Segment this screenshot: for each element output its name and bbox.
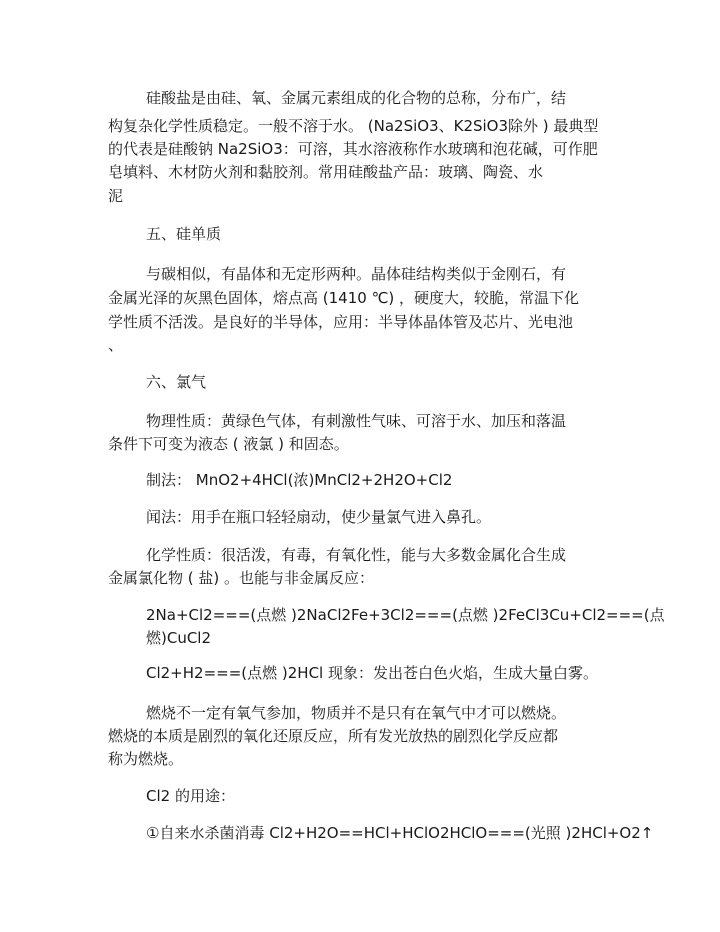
para-silicon-line-1: 与碳相似，有晶体和无定形两种。晶体硅结构类似于金刚石，有 [146, 265, 567, 283]
para-silicate-line-1: 硅酸盐是由硅、氧、金属元素组成的化合物的总称，分布广，结 [146, 89, 567, 107]
para-smelling: 闻法：用手在瓶口轻轻扇动，使少量氯气进入鼻孔。 [146, 508, 492, 526]
para-silicon-line-2: 金属光泽的灰黑色固体，熔点高 (1410 ℃) ，硬度大，较脆，常温下化 [108, 289, 580, 307]
para-physical-line-1: 物理性质：黄绿色气体，有刺激性气味、可溶于水、加压和落温 [146, 412, 567, 430]
para-silicon-line-3: 学性质不活泼。是良好的半导体，应用：半导体晶体管及芯片、光电池 [108, 313, 574, 331]
para-combustion-line-1: 燃烧不一定有氧气参加，物质并不是只有在氧气中才可以燃烧。 [146, 704, 567, 722]
para-silicate-line-5: 泥 [108, 187, 124, 205]
para-silicate-line-4: 皂填料、木材防火剂和黏胶剂。常用硅酸盐产品：玻璃、陶瓷、水 [108, 163, 544, 181]
para-combustion-line-2: 燃烧的本质是剧烈的氧化还原反应，所有发光放热的剧烈化学反应都 [108, 727, 559, 745]
para-reactions-line-1: 2Na+Cl2===(点燃 )2NaCl2Fe+3Cl2===(点燃 )2FeCl3Cu+Cl2===(点 [146, 606, 665, 624]
para-chemical-line-2: 金属氯化物 ( 盐) 。也能与非金属反应： [108, 569, 375, 587]
para-preparation: 制法： MnO2+4HCl(浓)MnCl2+2H2O+Cl2 [146, 471, 453, 489]
para-combustion-line-3: 称为燃烧。 [108, 750, 184, 768]
para-silicate-line-3: 的代表是硅酸钠 Na2SiO3：可溶，其水溶液称作水玻璃和泡花碱，可作肥 [108, 140, 598, 158]
para-chemical-line-1: 化学性质：很活泼，有毒，有氧化性，能与大多数金属化合生成 [146, 546, 567, 564]
heading-chlorine: 六、氯气 [146, 373, 207, 391]
heading-cl2-uses: Cl2 的用途： [146, 787, 235, 805]
para-silicate-line-2: 构复杂化学性质稳定。一般不溶于水。 (Na2SiO3、K2SiO3除外 ) 最典型 [108, 117, 599, 135]
para-physical-line-2: 条件下可变为液态 ( 液氯 ) 和固态。 [108, 435, 349, 453]
para-h2-reaction: Cl2+H2===(点燃 )2HCl 现象：发出苍白色火焰，生成大量白雾。 [146, 664, 598, 682]
heading-silicon: 五、硅单质 [146, 225, 222, 243]
para-silicon-line-4: 、 [108, 336, 124, 354]
para-reactions-line-2: 燃)CuCl2 [146, 629, 212, 647]
para-cl2-use-1: ①自来水杀菌消毒 Cl2+H2O==HCl+HClO2HClO===(光照 )2HCl+O2↑ [146, 824, 654, 842]
